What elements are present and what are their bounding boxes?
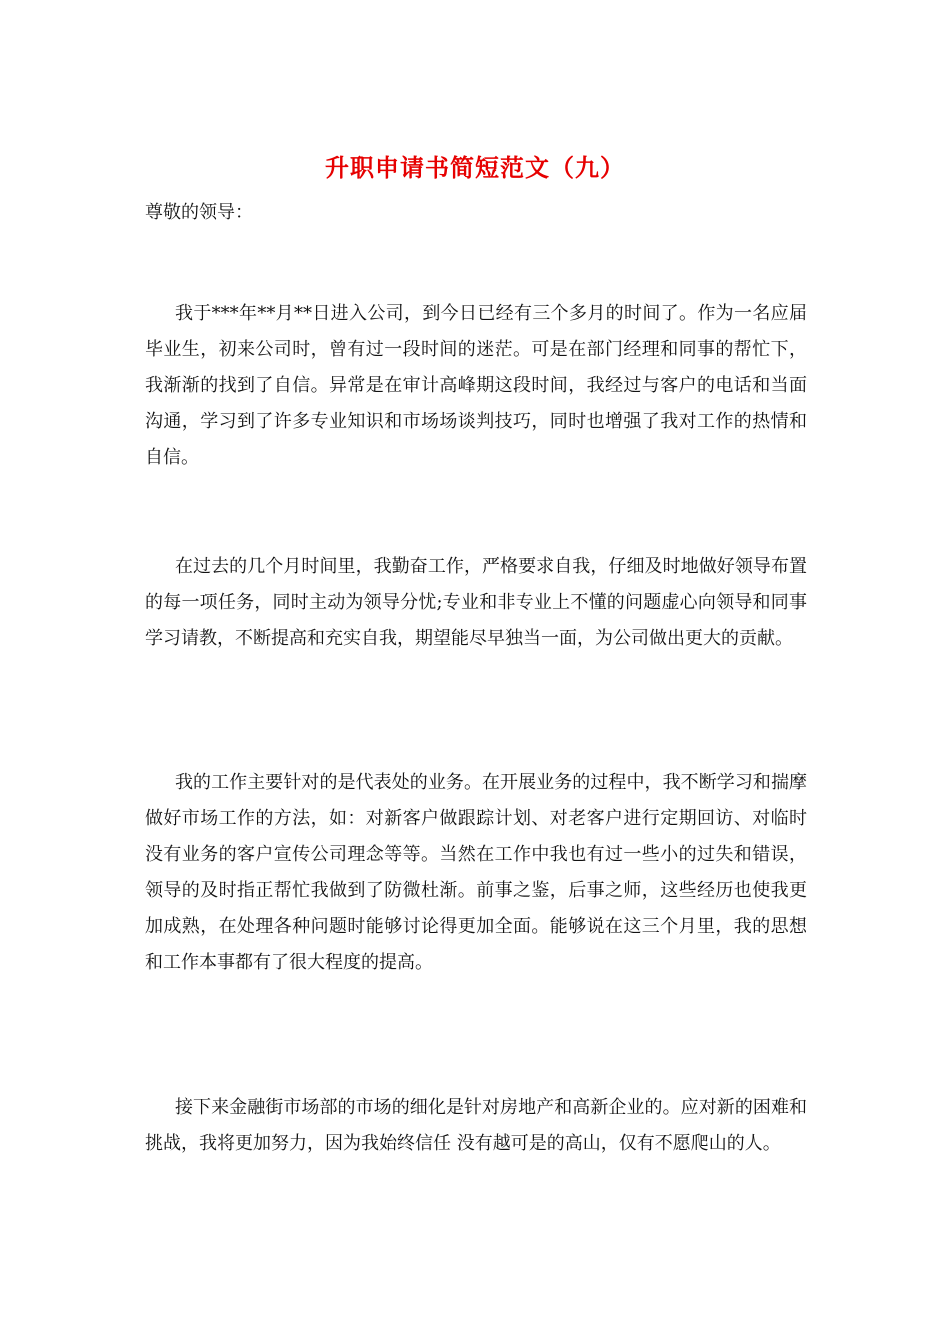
salutation: 尊敬的领导： — [145, 202, 253, 223]
body-paragraph-4: 接下来金融街市场部的市场的细化是针对房地产和高新企业的。应对新的困难和挑战，我将更加努力，因为我始终信任 没有越可是的高山，仅有不愿爬山的人。 — [145, 1097, 807, 1154]
document-title: 升职申请书简短范文（九） — [325, 153, 625, 182]
body-paragraph-2: 在过去的几个月时间里，我勤奋工作，严格要求自我，仔细及时地做好领导布置的每一项任务，同时主动为领导分忧;专业和非专业上不懂的问题虚心向领导和同事学习请教，不断提高和充实自我，期望能尽早独当一面，为公司做出更大的贡献。 — [145, 556, 807, 649]
body-paragraph-1: 我于***年**月**日进入公司，到今日已经有三个多月的时间了。作为一名应届毕业生，初来公司时，曾有过一段时间的迷茫。可是在部门经理和同事的帮忙下，我渐渐的找到了自信。异常是在审计高峰期这段时间，我经过与客户的电话和当面沟通，学习到了许多专业知识和市场场谈判技巧，同时也增强了我对工作的热情和自信。 — [145, 303, 807, 468]
body-paragraph-3: 我的工作主要针对的是代表处的业务。在开展业务的过程中，我不断学习和揣摩做好市场工作的方法，如：对新客户做跟踪计划、对老客户进行定期回访、对临时没有业务的客户宣传公司理念等等。当然在工作中我也有过一些小的过失和错误，领导的及时指正帮忙我做到了防微杜渐。前事之鉴，后事之师，这些经历也使我更加成熟，在处理各种问题时能够讨论得更加全面。能够说在这三个月里，我的思想和工作本事都有了很大程度的提高。 — [145, 772, 807, 973]
